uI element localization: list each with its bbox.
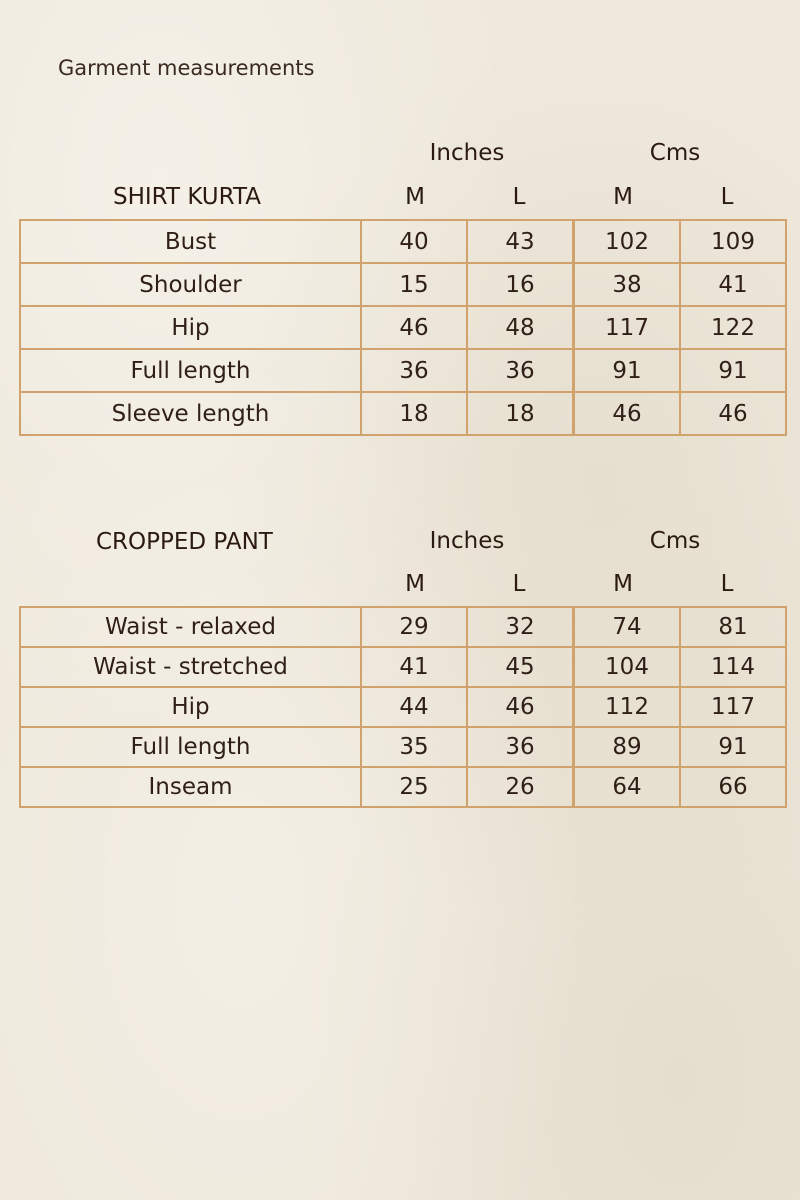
cell-cms-m: 74 xyxy=(574,607,681,647)
shirt-kurta-table xyxy=(19,219,787,436)
cell-inches-m: 40 xyxy=(361,220,467,263)
cell-cms-l: 81 xyxy=(680,607,786,647)
cell-cms-m: 38 xyxy=(574,263,681,306)
cell-cms-m: 112 xyxy=(574,687,681,727)
page-title: Garment measurements xyxy=(58,56,315,80)
cell-inches-m: 44 xyxy=(361,687,467,727)
row-label: Bust xyxy=(20,220,361,263)
unit-header-inches: Inches xyxy=(429,140,505,166)
section-title-shirt-kurta: SHIRT KURTA xyxy=(113,184,261,210)
cell-cms-m: 64 xyxy=(574,767,681,807)
table-row xyxy=(20,687,786,727)
size-header-cms-m: M xyxy=(613,184,633,210)
cell-cms-l: 91 xyxy=(680,349,786,392)
cell-inches-l: 26 xyxy=(467,767,574,807)
size-header-cms-m: M xyxy=(613,571,633,597)
cell-cms-l: 46 xyxy=(680,392,786,435)
cell-cms-l: 41 xyxy=(680,263,786,306)
cell-inches-m: 41 xyxy=(361,647,467,687)
section-title-cropped-pant: CROPPED PANT xyxy=(96,529,273,555)
cell-cms-m: 89 xyxy=(574,727,681,767)
row-label: Hip xyxy=(20,306,361,349)
unit-header-cms: Cms xyxy=(649,528,701,554)
cell-cms-m: 117 xyxy=(574,306,681,349)
table-row xyxy=(20,306,786,349)
unit-header-cms: Cms xyxy=(649,140,701,166)
row-label: Shoulder xyxy=(20,263,361,306)
unit-header-inches: Inches xyxy=(429,528,505,554)
size-header-inches-m: M xyxy=(405,184,425,210)
cell-inches-m: 36 xyxy=(361,349,467,392)
cell-inches-l: 18 xyxy=(467,392,574,435)
cell-inches-l: 48 xyxy=(467,306,574,349)
cell-inches-m: 25 xyxy=(361,767,467,807)
table-row xyxy=(20,263,786,306)
cell-cms-m: 102 xyxy=(574,220,681,263)
cell-inches-l: 36 xyxy=(467,727,574,767)
cell-cms-l: 66 xyxy=(680,767,786,807)
size-header-cms-l: L xyxy=(720,184,734,210)
cell-inches-l: 46 xyxy=(467,687,574,727)
cell-inches-l: 32 xyxy=(467,607,574,647)
table-row xyxy=(20,392,786,435)
cell-cms-l: 91 xyxy=(680,727,786,767)
row-label: Waist - stretched xyxy=(20,647,361,687)
cell-cms-l: 114 xyxy=(680,647,786,687)
cell-inches-l: 45 xyxy=(467,647,574,687)
row-label: Waist - relaxed xyxy=(20,607,361,647)
table-row xyxy=(20,647,786,687)
table-row xyxy=(20,349,786,392)
row-label: Full length xyxy=(20,727,361,767)
cell-inches-m: 46 xyxy=(361,306,467,349)
row-label: Hip xyxy=(20,687,361,727)
size-header-inches-l: L xyxy=(512,571,526,597)
cell-cms-m: 104 xyxy=(574,647,681,687)
table-row xyxy=(20,607,786,647)
table-row xyxy=(20,727,786,767)
cell-cms-l: 122 xyxy=(680,306,786,349)
cell-inches-m: 18 xyxy=(361,392,467,435)
cell-cms-m: 46 xyxy=(574,392,681,435)
cell-inches-l: 36 xyxy=(467,349,574,392)
table-row xyxy=(20,767,786,807)
cell-inches-l: 16 xyxy=(467,263,574,306)
size-header-cms-l: L xyxy=(720,571,734,597)
cell-inches-m: 15 xyxy=(361,263,467,306)
cell-cms-l: 109 xyxy=(680,220,786,263)
cell-cms-m: 91 xyxy=(574,349,681,392)
table-row xyxy=(20,220,786,263)
cell-cms-l: 117 xyxy=(680,687,786,727)
cell-inches-m: 29 xyxy=(361,607,467,647)
size-header-inches-m: M xyxy=(405,571,425,597)
row-label: Full length xyxy=(20,349,361,392)
cell-inches-l: 43 xyxy=(467,220,574,263)
cropped-pant-table xyxy=(19,606,787,808)
size-header-inches-l: L xyxy=(512,184,526,210)
row-label: Sleeve length xyxy=(20,392,361,435)
row-label: Inseam xyxy=(20,767,361,807)
cell-inches-m: 35 xyxy=(361,727,467,767)
